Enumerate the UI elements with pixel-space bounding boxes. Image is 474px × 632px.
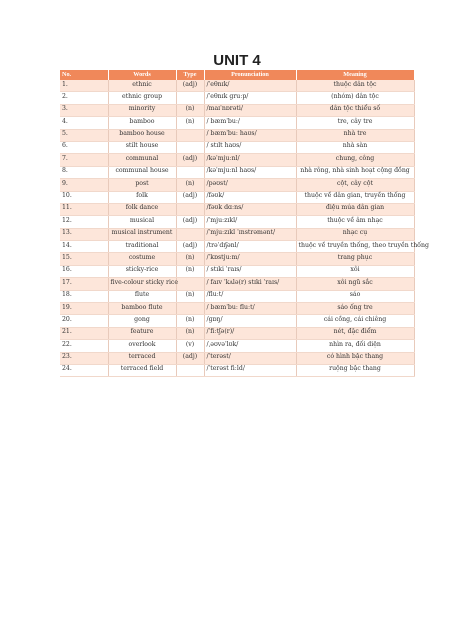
type-cell: [176, 141, 204, 153]
meaning-cell: ruộng bậc thang: [296, 364, 414, 376]
row-number: 5.: [60, 129, 108, 141]
header-no: No.: [60, 70, 108, 80]
meaning-cell: chung, công: [296, 154, 414, 166]
pronunciation-cell: / bæmˈbuː/: [204, 117, 296, 129]
type-cell: (n): [176, 253, 204, 265]
table-row: [60, 364, 414, 376]
word-cell: terraced: [108, 352, 176, 364]
type-cell: (adj): [176, 216, 204, 228]
row-number: 23.: [60, 352, 108, 364]
table-row: [60, 104, 414, 116]
meaning-cell: thuộc về truyền thống, theo truyền thống: [296, 241, 414, 253]
pronunciation-cell: / bæmˈbuː fluːt/: [204, 303, 296, 315]
table-row: [60, 241, 414, 253]
meaning-cell: sáo: [296, 290, 414, 302]
word-cell: costume: [108, 253, 176, 265]
row-number: 9.: [60, 179, 108, 191]
table-row: [60, 290, 414, 302]
table-row: [60, 129, 414, 141]
pronunciation-cell: /ˈmjuːzɪkl ˈɪnstrəmənt/: [204, 228, 296, 240]
word-cell: bamboo house: [108, 129, 176, 141]
pronunciation-cell: /pəʊst/: [204, 179, 296, 191]
table-row: [60, 265, 414, 277]
meaning-cell: nhạc cụ: [296, 228, 414, 240]
table-row: [60, 340, 414, 352]
word-cell: ethnic group: [108, 92, 176, 104]
type-cell: [176, 228, 204, 240]
table-row: [60, 80, 414, 92]
row-number: 10.: [60, 191, 108, 203]
meaning-cell: xôi: [296, 265, 414, 277]
pronunciation-cell: /fəʊk dɑːns/: [204, 203, 296, 215]
type-cell: [176, 92, 204, 104]
table-row: [60, 315, 414, 327]
pronunciation-cell: /maɪˈnɒrəti/: [204, 104, 296, 116]
word-cell: folk dance: [108, 203, 176, 215]
row-number: 11.: [60, 203, 108, 215]
type-cell: [176, 303, 204, 315]
meaning-cell: thuộc dân tộc: [296, 80, 414, 92]
row-number: 14.: [60, 241, 108, 253]
vocabulary-table: [60, 70, 429, 377]
meaning-cell: xôi ngũ sắc: [296, 278, 414, 290]
word-cell: terraced field: [108, 364, 176, 376]
row-number: 20.: [60, 315, 108, 327]
pronunciation-cell: / bæmˈbuː haʊs/: [204, 129, 296, 141]
pronunciation-cell: /fluːt/: [204, 290, 296, 302]
row-number: 1.: [60, 80, 108, 92]
word-cell: ethnic: [108, 80, 176, 92]
pronunciation-cell: / stɪki ˈraɪs/: [204, 265, 296, 277]
type-cell: (n): [176, 117, 204, 129]
row-number: 6.: [60, 141, 108, 153]
pronunciation-cell: /ˈterəst/: [204, 352, 296, 364]
word-cell: overlook: [108, 340, 176, 352]
word-cell: communal: [108, 154, 176, 166]
pronunciation-cell: / stɪlt haʊs/: [204, 141, 296, 153]
header-meaning: Meaning: [296, 70, 414, 80]
row-number: 15.: [60, 253, 108, 265]
table-row: [60, 253, 414, 265]
row-number: 12.: [60, 216, 108, 228]
type-cell: [176, 364, 204, 376]
row-number: 16.: [60, 265, 108, 277]
meaning-cell: sáo ống tre: [296, 303, 414, 315]
word-cell: bamboo: [108, 117, 176, 129]
header-type: Type: [176, 70, 204, 80]
type-cell: (v): [176, 340, 204, 352]
table-row: [60, 92, 414, 104]
table-row: [60, 179, 414, 191]
table-row: [60, 228, 414, 240]
type-cell: [176, 203, 204, 215]
meaning-cell: nhà rông, nhà sinh hoạt cộng đồng: [296, 166, 414, 178]
meaning-cell: có hình bậc thang: [296, 352, 414, 364]
table-row: [60, 352, 414, 364]
pronunciation-cell: /ˈkɒstjuːm/: [204, 253, 296, 265]
table-row: [60, 203, 414, 215]
type-cell: (n): [176, 104, 204, 116]
word-cell: gong: [108, 315, 176, 327]
type-cell: (n): [176, 290, 204, 302]
word-cell: feature: [108, 327, 176, 339]
row-number: 18.: [60, 290, 108, 302]
row-number: 8.: [60, 166, 108, 178]
pronunciation-cell: /ˈeθnɪk gruːp/: [204, 92, 296, 104]
type-cell: [176, 166, 204, 178]
row-number: 7.: [60, 154, 108, 166]
type-cell: (adj): [176, 241, 204, 253]
word-cell: musical instrument: [108, 228, 176, 240]
type-cell: (adj): [176, 191, 204, 203]
pronunciation-cell: /ˈterəst fiːld/: [204, 364, 296, 376]
word-cell: flute: [108, 290, 176, 302]
word-cell: stilt house: [108, 141, 176, 153]
word-cell: sticky-rice: [108, 265, 176, 277]
pronunciation-cell: /ˈeθnɪk/: [204, 80, 296, 92]
table-row: [60, 216, 414, 228]
meaning-cell: tre, cây tre: [296, 117, 414, 129]
meaning-cell: (nhóm) dân tộc: [296, 92, 414, 104]
pronunciation-cell: / faɪv ˈkʌlə(r) stɪki ˈraɪs/: [204, 278, 296, 290]
table-header-row: [60, 70, 414, 80]
pronunciation-cell: /kəˈmjuːnl/: [204, 154, 296, 166]
row-number: 17.: [60, 278, 108, 290]
table-row: [60, 327, 414, 339]
type-cell: (adj): [176, 80, 204, 92]
table-body: [60, 80, 429, 377]
row-number: 19.: [60, 303, 108, 315]
row-number: 21.: [60, 327, 108, 339]
type-cell: (n): [176, 315, 204, 327]
row-number: 22.: [60, 340, 108, 352]
meaning-cell: nhìn ra, đối diện: [296, 340, 414, 352]
pronunciation-cell: /kəˈmjuːnl haʊs/: [204, 166, 296, 178]
meaning-cell: thuộc về âm nhạc: [296, 216, 414, 228]
type-cell: (n): [176, 265, 204, 277]
meaning-cell: cột, cây cột: [296, 179, 414, 191]
type-cell: [176, 129, 204, 141]
meaning-cell: nhà sàn: [296, 141, 414, 153]
table-row: [60, 191, 414, 203]
pronunciation-cell: /ɡɒŋ/: [204, 315, 296, 327]
page-title: UNIT 4: [213, 52, 261, 69]
type-cell: (adj): [176, 154, 204, 166]
type-cell: (n): [176, 179, 204, 191]
meaning-cell: nét, đặc điểm: [296, 327, 414, 339]
word-cell: five-colour sticky rice: [108, 278, 176, 290]
word-cell: communal house: [108, 166, 176, 178]
row-number: 3.: [60, 104, 108, 116]
pronunciation-cell: /ˌəʊvəˈlʊk/: [204, 340, 296, 352]
row-number: 4.: [60, 117, 108, 129]
meaning-cell: dân tộc thiểu số: [296, 104, 414, 116]
table-row: [60, 303, 414, 315]
table-row: [60, 166, 414, 178]
table-row: [60, 141, 414, 153]
header-words: Words: [108, 70, 176, 80]
meaning-cell: trang phục: [296, 253, 414, 265]
row-number: 13.: [60, 228, 108, 240]
type-cell: (n): [176, 327, 204, 339]
table-row: [60, 154, 414, 166]
word-cell: bamboo flute: [108, 303, 176, 315]
word-cell: musical: [108, 216, 176, 228]
word-cell: folk: [108, 191, 176, 203]
meaning-cell: nhà tre: [296, 129, 414, 141]
type-cell: (adj): [176, 352, 204, 364]
row-number: 24.: [60, 364, 108, 376]
pronunciation-cell: /ˈfiːtʃə(r)/: [204, 327, 296, 339]
meaning-cell: cái cồng, cái chiêng: [296, 315, 414, 327]
pronunciation-cell: /ˈmjuːzɪkl/: [204, 216, 296, 228]
word-cell: traditional: [108, 241, 176, 253]
header-pronunciation: Pronunciation: [204, 70, 296, 80]
meaning-cell: thuộc về dân gian, truyền thống: [296, 191, 414, 203]
word-cell: post: [108, 179, 176, 191]
word-cell: minority: [108, 104, 176, 116]
table-row: [60, 278, 414, 290]
table-row: [60, 117, 414, 129]
pronunciation-cell: /fəʊk/: [204, 191, 296, 203]
type-cell: [176, 278, 204, 290]
row-number: 2.: [60, 92, 108, 104]
pronunciation-cell: /trəˈdɪʃənl/: [204, 241, 296, 253]
meaning-cell: điệu múa dân gian: [296, 203, 414, 215]
